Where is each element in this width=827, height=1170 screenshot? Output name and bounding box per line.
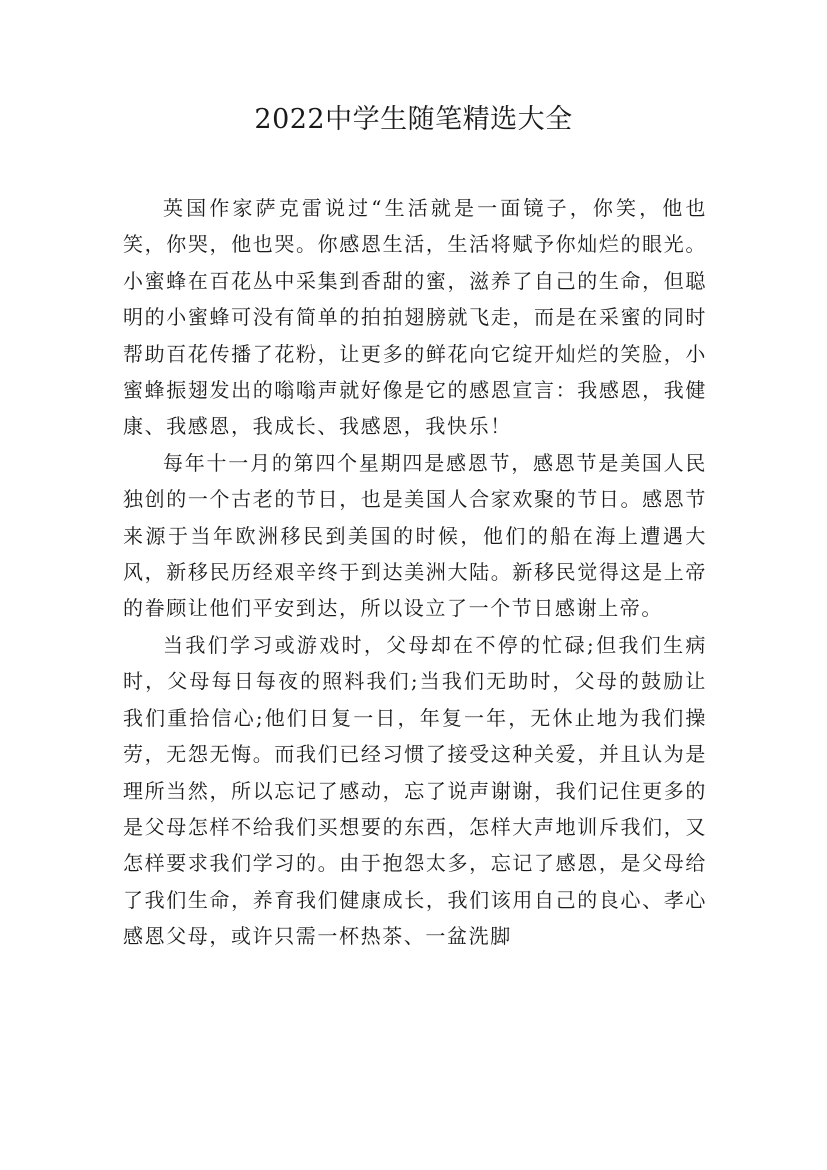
paragraph-2: 每年十一月的第四个星期四是感恩节，感恩节是美国人民独创的一个古老的节日，也是美国人合家欢聚的节日。感恩节来源于当年欧洲移民到美国的时候，他们的船在海上遭遇大风，新移民历经艰辛终于到达美洲大陆。新移民觉得这是上帝的眷顾让他们平安到达，所以设立了一个节日感谢上帝。 bbox=[123, 450, 707, 621]
paragraph-3: 当我们学习或游戏时，父母却在不停的忙碌;但我们生病时，父母每日每夜的照料我们;当我们无助时，父母的鼓励让我们重拾信心;他们日复一日，年复一年，无休止地为我们操劳，无怨无悔。而我们已经习惯了接受这种关爱，并且认为是理所当然，所以忘记了感动，忘了说声谢谢，我们记住更多的是父母怎样不给我们买想要的东西，怎样大声地训斥我们，又怎样要求我们学习的。由于抱怨太多，忘记了感恩，是父母给了我们生命，养育我们健康成长，我们该用自己的良心、孝心感恩父母，或许只需一杯热茶、一盆洗脚 bbox=[123, 632, 707, 949]
paragraph-1: 英国作家萨克雷说过“生活就是一面镜子，你笑，他也笑，你哭，他也哭。你感恩生活，生活将赋予你灿烂的眼光。小蜜蜂在百花丛中采集到香甜的蜜，滋养了自己的生命，但聪明的小蜜蜂可没有简单的拍拍翅膀就飞走，而是在采蜜的同时帮助百花传播了花粉，让更多的鲜花向它绽开灿烂的笑脸，小蜜蜂振翅发出的嗡嗡声就好像是它的感恩宣言：我感恩，我健康、我感恩，我成长、我感恩，我快乐！ bbox=[123, 196, 707, 439]
document-body bbox=[123, 190, 707, 955]
document-title: 2022中学生随笔精选大全 bbox=[254, 104, 573, 135]
